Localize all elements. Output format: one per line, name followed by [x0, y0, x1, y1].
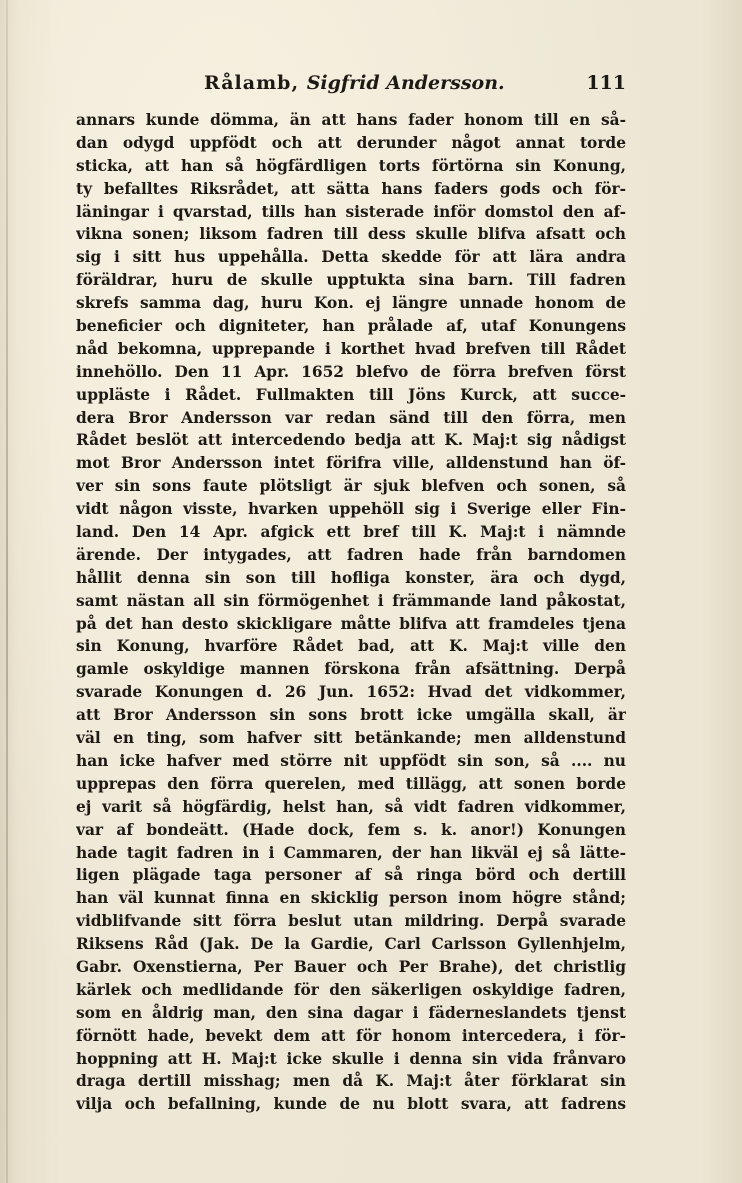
text-line: draga dertill misshag; men då K. Maj:t åter förklarat sin: [76, 1072, 626, 1091]
text-line: var af bondeätt. (Hade dock, fem s. k. anor!) Konungen: [76, 820, 626, 839]
text-line: Riksens Råd (Jak. De la Gardie, Carl Carlsson Gyllenhjelm,: [76, 935, 626, 954]
running-head-author: Rålamb,: [204, 72, 307, 94]
text-line: annars kunde dömma, än att hans fader honom till en så-: [76, 111, 626, 129]
running-head: [204, 72, 505, 94]
text-line: kärlek och medlidande för den säkerligen oskyldige fadren,: [76, 980, 626, 999]
text-line: sig i sitt hus uppehålla. Detta skedde för att lära andra: [76, 248, 626, 267]
text-line: vilja och befallning, kunde de nu blott svara, att fadrens: [76, 1095, 626, 1114]
text-line: dera Bror Andersson var redan sänd till den förra, men: [76, 408, 626, 427]
text-line: hoppning att H. Maj:t icke skulle i denna sin vida frånvaro: [76, 1049, 626, 1068]
text-line: ver sin sons faute plötsligt är sjuk blefven och sonen, så: [76, 477, 626, 496]
text-line: skrefs samma dag, huru Kon. ej längre unnade honom de: [76, 294, 626, 313]
text-line: sin Konung, hvarföre Rådet bad, att K. Maj:t ville den: [76, 637, 626, 656]
text-line: innehöllo. Den 11 Apr. 1652 blefvo de förra brefven först: [76, 362, 626, 381]
text-line: sticka, att han så högfärdligen torts förtörna sin Konung,: [76, 156, 626, 175]
text-line: Rådet beslöt att intercedendo bedja att K. Maj:t sig nådigst: [76, 431, 626, 450]
text-line: svarade Konungen d. 26 Jun. 1652: Hvad det vidkommer,: [76, 683, 626, 702]
text-line: vidblifvande sitt förra beslut utan mildring. Derpå svarade: [76, 912, 626, 931]
text-line: förnött hade, bevekt dem att för honom intercedera, i för-: [76, 1026, 626, 1045]
text-line: uppläste i Rådet. Fullmakten till Jöns Kurck, att succe-: [76, 385, 626, 404]
text-line: ärende. Der intygades, att fadren hade från barndomen: [76, 545, 626, 564]
text-line: föräldrar, huru de skulle upptukta sina barn. Till fadren: [76, 271, 626, 290]
text-line: Gabr. Oxenstierna, Per Bauer och Per Brahe), det christlig: [76, 957, 626, 976]
text-line: han väl kunnat finna en skicklig person inom högre stånd;: [76, 889, 626, 908]
text-line: dan odygd uppfödt och att derunder något annat torde: [76, 133, 626, 152]
text-line: hållit denna sin son till hofliga konster, ära och dygd,: [76, 568, 626, 587]
text-line: nåd bekomna, upprepande i korthet hvad brefven till Rådet: [76, 339, 626, 358]
text-line: vidt någon visste, hvarken uppehöll sig i Sverige eller Fin-: [76, 500, 626, 519]
page-number: 111: [586, 72, 626, 94]
text-line: vikna sonen; liksom fadren till dess skulle blifva afsatt och: [76, 225, 626, 244]
text-line: land. Den 14 Apr. afgick ett bref till K. Maj:t i nämnde: [76, 523, 626, 542]
text-line: läningar i qvarstad, tills han sisterade inför domstol den af-: [76, 202, 626, 221]
text-line: gamle oskyldige mannen förskona från afsättning. Derpå: [76, 660, 626, 679]
page-header: [76, 72, 626, 102]
body-text: [76, 109, 626, 1116]
text-line: ligen plägade taga personer af så ringa börd och dertill: [76, 866, 626, 885]
text-line: samt nästan all sin förmögenhet i främmande land påkostat,: [76, 591, 626, 610]
text-line: på det han desto skickligare måtte blifva att framdeles tjena: [76, 614, 626, 633]
text-line: upprepas den förra querelen, med tillägg, att sonen borde: [76, 774, 626, 793]
text-line: beneficier och digniteter, han prålade af, utaf Konungens: [76, 317, 626, 336]
page-gutter-shadow: [6, 0, 8, 1183]
text-line: som en åldrig man, den sina dagar i fäderneslandets tjenst: [76, 1003, 626, 1022]
text-line: han icke hafver med större nit uppfödt sin son, så .... nu: [76, 751, 626, 770]
text-line: att Bror Andersson sin sons brott icke umgälla skall, är: [76, 706, 626, 725]
text-line: ty befalltes Riksrådet, att sätta hans faders gods och för-: [76, 179, 626, 198]
text-line: hade tagit fadren in i Cammaren, der han likväl ej så lätte-: [76, 843, 626, 862]
text-line: väl en ting, som hafver sitt betänkande; men alldenstund: [76, 729, 626, 748]
text-line: mot Bror Andersson intet förifra ville, alldenstund han öf-: [76, 454, 626, 473]
running-head-subject: Sigfrid Andersson.: [306, 72, 505, 94]
text-line: ej varit så högfärdig, helst han, så vidt fadren vidkommer,: [76, 797, 626, 816]
